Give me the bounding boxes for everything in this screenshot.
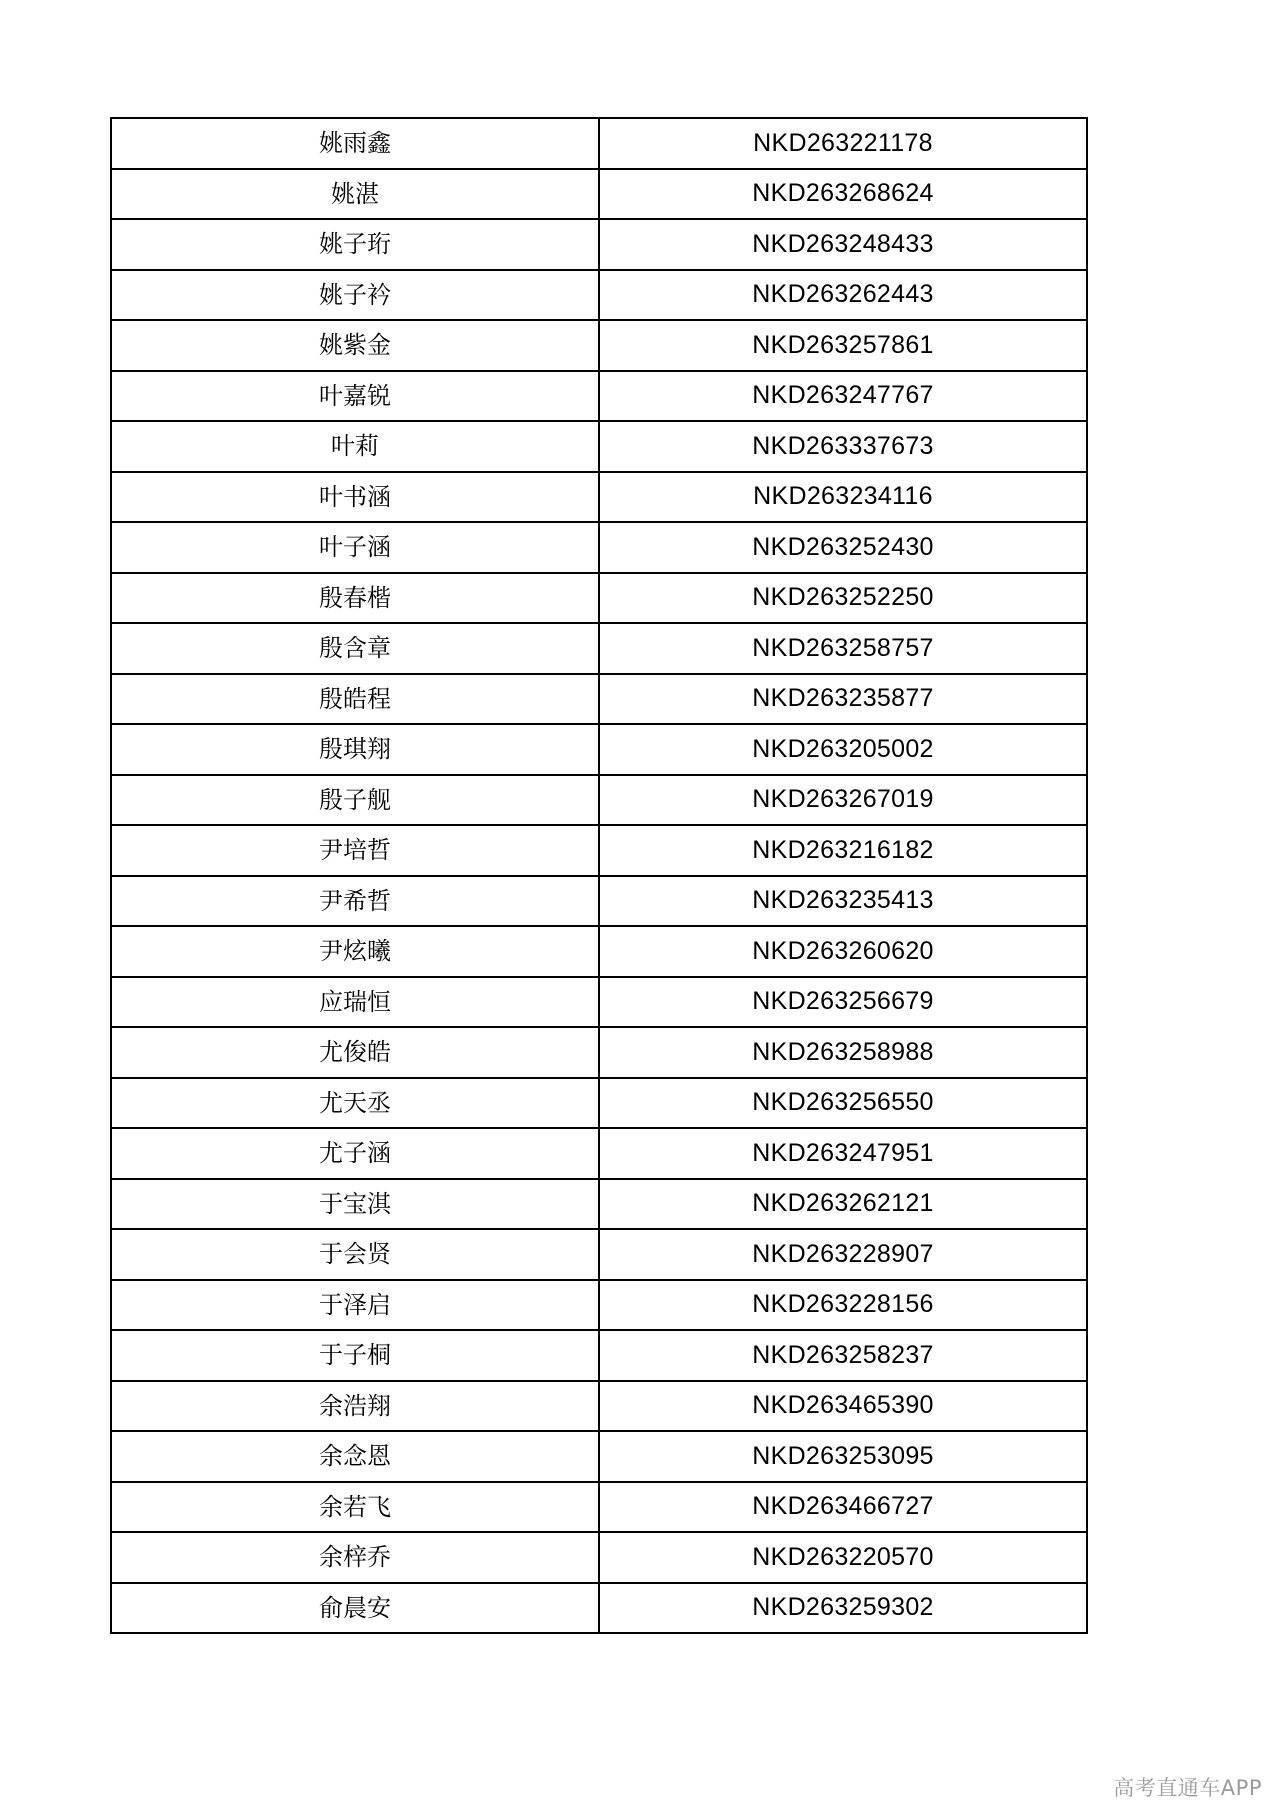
name-cell: 殷子舰 — [111, 775, 599, 826]
name-cell: 尹培哲 — [111, 825, 599, 876]
id-cell: NKD263248433 — [599, 219, 1087, 270]
name-cell: 殷含章 — [111, 623, 599, 674]
table-row — [111, 219, 1087, 270]
id-cell: NKD263221178 — [599, 118, 1087, 169]
name-cell: 尤子涵 — [111, 1128, 599, 1179]
name-cell: 余梓乔 — [111, 1532, 599, 1583]
id-cell: NKD263253095 — [599, 1431, 1087, 1482]
id-cell: NKD263228156 — [599, 1280, 1087, 1331]
table-row — [111, 1583, 1087, 1634]
table-row — [111, 270, 1087, 321]
id-cell: NKD263267019 — [599, 775, 1087, 826]
id-cell: NKD263262443 — [599, 270, 1087, 321]
name-cell: 尹希哲 — [111, 876, 599, 927]
id-cell: NKD263216182 — [599, 825, 1087, 876]
table-row — [111, 674, 1087, 725]
name-cell: 姚子衿 — [111, 270, 599, 321]
name-cell: 姚雨鑫 — [111, 118, 599, 169]
id-cell: NKD263205002 — [599, 724, 1087, 775]
id-cell: NKD263220570 — [599, 1532, 1087, 1583]
table-row — [111, 1280, 1087, 1331]
name-cell: 叶莉 — [111, 421, 599, 472]
name-cell: 应瑞恒 — [111, 977, 599, 1028]
name-cell: 尹炫曦 — [111, 926, 599, 977]
table-row — [111, 421, 1087, 472]
name-cell: 叶子涵 — [111, 522, 599, 573]
id-cell: NKD263262121 — [599, 1179, 1087, 1230]
id-cell: NKD263268624 — [599, 169, 1087, 220]
name-cell: 于会贤 — [111, 1229, 599, 1280]
table-row — [111, 169, 1087, 220]
name-cell: 姚紫金 — [111, 320, 599, 371]
id-cell: NKD263247767 — [599, 371, 1087, 422]
table-row — [111, 1229, 1087, 1280]
name-cell: 尤天丞 — [111, 1078, 599, 1129]
table-row — [111, 1179, 1087, 1230]
table-row — [111, 1330, 1087, 1381]
name-cell: 殷春楷 — [111, 573, 599, 624]
name-cell: 于宝淇 — [111, 1179, 599, 1230]
id-cell: NKD263259302 — [599, 1583, 1087, 1634]
roster-table — [110, 117, 1088, 1634]
table-row — [111, 825, 1087, 876]
table-row — [111, 1532, 1087, 1583]
table-row — [111, 876, 1087, 927]
name-cell: 尤俊皓 — [111, 1027, 599, 1078]
name-cell: 余若飞 — [111, 1482, 599, 1533]
table-row — [111, 977, 1087, 1028]
id-cell: NKD263257861 — [599, 320, 1087, 371]
name-cell: 余念恩 — [111, 1431, 599, 1482]
table-row — [111, 320, 1087, 371]
table-row — [111, 522, 1087, 573]
table-row — [111, 1431, 1087, 1482]
table-row — [111, 1027, 1087, 1078]
table-row — [111, 724, 1087, 775]
table-row — [111, 1482, 1087, 1533]
table-row — [111, 1078, 1087, 1129]
name-cell: 余浩翔 — [111, 1381, 599, 1432]
watermark-text: 高考直通车APP — [1113, 1776, 1262, 1800]
name-cell: 殷琪翔 — [111, 724, 599, 775]
table-row — [111, 623, 1087, 674]
name-cell: 叶嘉锐 — [111, 371, 599, 422]
id-cell: NKD263258237 — [599, 1330, 1087, 1381]
table-row — [111, 775, 1087, 826]
table-row — [111, 926, 1087, 977]
id-cell: NKD263256550 — [599, 1078, 1087, 1129]
name-cell: 姚湛 — [111, 169, 599, 220]
table-row — [111, 472, 1087, 523]
id-cell: NKD263466727 — [599, 1482, 1087, 1533]
id-cell: NKD263252430 — [599, 522, 1087, 573]
name-cell: 俞晨安 — [111, 1583, 599, 1634]
id-cell: NKD263256679 — [599, 977, 1087, 1028]
table-row — [111, 1128, 1087, 1179]
table-row — [111, 573, 1087, 624]
id-cell: NKD263228907 — [599, 1229, 1087, 1280]
name-cell: 于子桐 — [111, 1330, 599, 1381]
id-cell: NKD263235413 — [599, 876, 1087, 927]
id-cell: NKD263258757 — [599, 623, 1087, 674]
id-cell: NKD263258988 — [599, 1027, 1087, 1078]
table-row — [111, 118, 1087, 169]
id-cell: NKD263247951 — [599, 1128, 1087, 1179]
id-cell: NKD263337673 — [599, 421, 1087, 472]
name-cell: 叶书涵 — [111, 472, 599, 523]
id-cell: NKD263465390 — [599, 1381, 1087, 1432]
name-cell: 殷皓程 — [111, 674, 599, 725]
roster-table-body — [111, 118, 1087, 1633]
name-cell: 姚子珩 — [111, 219, 599, 270]
id-cell: NKD263252250 — [599, 573, 1087, 624]
id-cell: NKD263260620 — [599, 926, 1087, 977]
table-row — [111, 1381, 1087, 1432]
name-cell: 于泽启 — [111, 1280, 599, 1331]
id-cell: NKD263235877 — [599, 674, 1087, 725]
table-row — [111, 371, 1087, 422]
id-cell: NKD263234116 — [599, 472, 1087, 523]
